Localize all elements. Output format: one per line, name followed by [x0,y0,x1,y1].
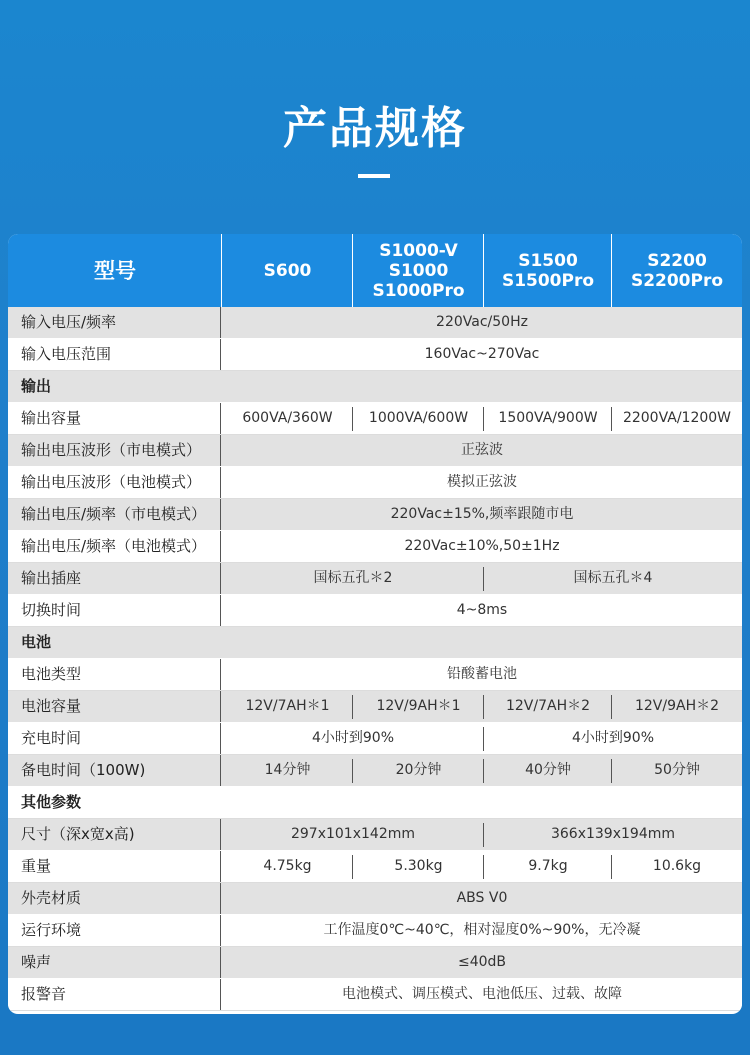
header-model-col [222,234,353,307]
table-row [8,819,742,851]
header-divider [221,234,222,307]
row-value: 4小时到90% [311,730,395,746]
header-model-name: S1000-V [379,240,458,261]
row-label: 重量 [8,851,221,882]
row-value: 5.30kg [394,858,443,874]
row-label: 外壳材质 [8,883,221,914]
header-divider [483,234,484,307]
row-value: 12V/9AH＊2 [634,698,720,714]
row-value: 160Vac~270Vac [424,346,540,362]
row-label: 输入电压范围 [8,339,221,370]
row-value: 国标五孔＊4 [573,570,653,586]
header-model-name: S2200 [647,250,707,271]
table-row [8,467,742,499]
header-model-name: S1500 [518,250,578,271]
row-value: 12V/7AH＊2 [505,698,591,714]
header-model-col [612,234,742,307]
table-row [8,851,742,883]
header-model-name: S1000 [388,260,449,281]
header-model-col [353,234,484,307]
row-value: 1000VA/600W [368,410,469,426]
row-label: 电池类型 [8,659,221,690]
spec-table [8,234,742,1014]
row-value: 220Vac±10%,50±1Hz [404,538,560,554]
row-value: 9.7kg [528,858,568,874]
row-value: 正弦波 [461,442,503,458]
row-value: 40分钟 [525,762,571,778]
row-value: ABS V0 [456,890,508,906]
row-value: 4~8ms [456,602,508,618]
row-value: 10.6kg [652,858,702,874]
row-label: 充电时间 [8,723,221,754]
row-label: 输出插座 [8,563,221,594]
row-label: 输出电压波形（电池模式） [8,467,221,498]
section-title: 输出 [21,377,52,395]
table-row [8,723,742,755]
row-value: 12V/9AH＊1 [376,698,461,714]
header-model-name: S1500Pro [501,270,595,291]
row-value: 20分钟 [395,762,442,778]
row-label: 备电时间（100W) [8,755,221,786]
header-divider [352,234,353,307]
table-row [8,499,742,531]
row-label: 噪声 [8,947,221,978]
header-divider [611,234,612,307]
page-title: 产品规格 [283,103,467,154]
section-title: 其他参数 [21,793,82,811]
row-label: 运行环境 [8,915,221,946]
table-row [8,979,742,1011]
row-value: 4小时到90% [571,730,655,746]
row-value: 297x101x142mm [290,826,415,842]
row-label: 输出电压波形（市电模式） [8,435,221,466]
row-value: 2200VA/1200W [622,410,732,426]
row-label: 输出容量 [8,403,221,434]
row-value: 600VA/360W [242,410,333,426]
table-row [8,563,742,595]
row-value: 国标五孔＊2 [313,570,393,586]
table-row [8,659,742,691]
table-row [8,915,742,947]
row-label: 输入电压/频率 [8,307,221,338]
header-model-name: S2200Pro [630,270,724,291]
row-value: 4.75kg [263,858,312,874]
table-row [8,883,742,915]
table-row [8,531,742,563]
table-row [8,595,742,627]
row-value: 366x139x194mm [550,826,675,842]
row-value: 工作温度0℃~40℃，相对湿度0%~90%，无冷凝 [323,922,641,938]
row-value: 220Vac±15%,频率跟随市电 [390,506,574,522]
header-model-name: S1000Pro [372,280,465,301]
row-label: 电池容量 [8,691,221,722]
row-label: 输出电压/频率（电池模式） [8,531,221,562]
section-row [8,787,742,819]
header-model-label: 型号 [94,258,136,283]
row-label: 尺寸（深x宽x高) [8,819,221,850]
row-value: 12V/7AH＊1 [245,698,330,714]
header-model-col [484,234,612,307]
row-value: 50分钟 [654,762,700,778]
title-underline [358,174,390,178]
row-label: 切换时间 [8,595,221,626]
row-label: 报警音 [8,979,221,1010]
table-row [8,755,742,787]
row-value: 模拟正弦波 [447,474,517,490]
table-row [8,691,742,723]
table-header [8,234,742,307]
table-row [8,307,742,339]
section-row [8,371,742,403]
table-row [8,435,742,467]
row-value: 1500VA/900W [498,410,598,426]
row-value: 电池模式、调压模式、电池低压、过载、故障 [342,986,622,1002]
table-row [8,947,742,979]
table-row [8,403,742,435]
header-model-name: S600 [263,260,312,281]
row-value: 220Vac/50Hz [436,314,528,330]
row-value: 14分钟 [264,762,311,778]
row-value: ≤40dB [457,954,507,970]
section-row [8,627,742,659]
row-label: 输出电压/频率（市电模式） [8,499,221,530]
section-title: 电池 [21,633,52,651]
row-value: 铅酸蓄电池 [447,666,517,682]
table-row [8,339,742,371]
